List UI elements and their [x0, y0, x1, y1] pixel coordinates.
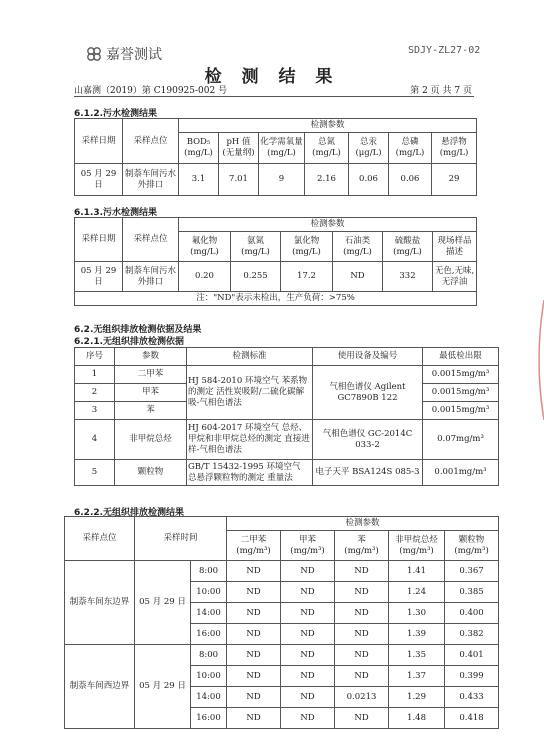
table-cell: 0.401	[445, 645, 499, 666]
table-cell: 0.385	[445, 582, 499, 603]
table-cell: ND	[281, 666, 335, 687]
param-col: 总磷 (mg/L)	[389, 133, 432, 164]
table-cell: 1.30	[389, 603, 445, 624]
section-heading-622: 6.2.2.无组织排放检测结果	[74, 508, 185, 518]
wastewater-table-1	[74, 118, 477, 196]
header-point: 采样点位	[123, 119, 179, 164]
table-cell: 1.39	[389, 624, 445, 645]
param-col: 悬浮物 (mg/L)	[432, 133, 477, 164]
header-date: 采样日期	[75, 218, 123, 262]
table-cell: ND	[281, 561, 335, 582]
header-params: 检测参数	[179, 218, 477, 232]
table-cell: 10:00	[191, 666, 227, 687]
report-meta	[74, 83, 472, 96]
table-cell: ND	[281, 645, 335, 666]
header-divider	[74, 96, 474, 97]
table-cell: ND	[335, 561, 389, 582]
table-cell: ND	[335, 645, 389, 666]
section-heading-62: 6.2.无组织排放检测依据及结果	[74, 325, 202, 335]
table-cell: 0.418	[445, 708, 499, 729]
table-cell: 0.399	[445, 666, 499, 687]
report-number: 山嘉测（2019）第 C190925-002 号	[74, 86, 228, 96]
param-col: 化学需氧量 (mg/L)	[259, 133, 305, 164]
company-logo-icon	[86, 46, 102, 62]
table-note: 注："ND"表示未检出，生产负荷：>75%	[75, 292, 477, 306]
table-cell: ND	[335, 582, 389, 603]
page-title: 检 测 结 果	[204, 67, 340, 87]
table-row: 制萘车间西边界 05 月 29 日 8:00 ND ND ND 1.35 0.401	[65, 645, 499, 666]
header-params: 检测参数	[179, 119, 477, 133]
table-cell: 1.29	[389, 687, 445, 708]
table-cell: 0.0213	[335, 687, 389, 708]
table-cell: ND	[227, 666, 281, 687]
table-row: 4 非甲烷总烃 HJ 604-2017 环境空气 总烃、甲烷和非甲烷总烃的测定 直接进样-气相色谱法 气相色谱仪 GC-2014C 033-2 0.07mg/m³	[75, 420, 499, 460]
seal-stamp-edge	[530, 300, 544, 420]
table-cell: ND	[227, 645, 281, 666]
param-col: BOD₅ (mg/L)	[179, 133, 219, 164]
table-cell: ND	[335, 624, 389, 645]
table-cell: 14:00	[191, 603, 227, 624]
table-cell: 0.382	[445, 624, 499, 645]
table-row: 制萘车间东边界 05 月 29 日 8:00 ND ND ND 1.41 0.367	[65, 561, 499, 582]
table-cell: ND	[335, 708, 389, 729]
table-row: 2 甲苯 0.0015mg/m³	[75, 384, 499, 402]
company-logo	[86, 44, 162, 64]
table-cell: ND	[335, 603, 389, 624]
table-cell: ND	[227, 582, 281, 603]
table-cell: ND	[281, 624, 335, 645]
table-cell: ND	[227, 687, 281, 708]
table-cell: 1.37	[389, 666, 445, 687]
table-cell: ND	[227, 624, 281, 645]
table-row: 1 二甲苯 HJ 584-2010 环境空气 苯系物的测定 活性炭吸附/二硫化碳解吸-气相色谱法 气相色谱仪 Agilent GC7890B 122 0.0015mg/m³	[75, 366, 499, 384]
table-cell: 16:00	[191, 708, 227, 729]
document-code: SDJY-ZL27-02	[408, 45, 481, 56]
section-heading-612: 6.1.2.污水检测结果	[74, 109, 158, 119]
table-cell: ND	[227, 603, 281, 624]
table-cell: 1.24	[389, 582, 445, 603]
table-cell: ND	[281, 708, 335, 729]
table-cell: ND	[335, 666, 389, 687]
table-cell: ND	[227, 561, 281, 582]
section-heading-621: 6.2.1.无组织排放检测依据	[74, 337, 185, 347]
table-cell: 8:00	[191, 645, 227, 666]
param-col: 总汞 (μg/L)	[349, 133, 389, 164]
table-cell: ND	[281, 687, 335, 708]
param-col: 总氮 (mg/L)	[305, 133, 349, 164]
table-cell: 16:00	[191, 624, 227, 645]
table-cell: 14:00	[191, 687, 227, 708]
wastewater-table-2: 采样日期 采样点位 检测参数 氟化物 (mg/L) 氨氮 (mg/L) 氯化物 (mg/L) 石油类 (mg/L) 硫酸盐 (mg/L) 现场样品描述 05 月 29 日 制萘车间污水外排口 0.20 0.255 17.2 ND 332 无色,无味,无浮油 注："ND"表示未检出，生产负荷：>75%	[74, 217, 477, 306]
table-row: 3 苯 0.0015mg/m³	[75, 402, 499, 420]
method-table: 序号 参数 检测标准 使用设备及编号 最低检出限 1 二甲苯 HJ 584-2010 环境空气 苯系物的测定 活性炭吸附/二硫化碳解吸-气相色谱法 气相色谱仪 Agilent GC7890B 122 0.0015mg/m³ 2 甲苯 0.0015mg/m³ 3 苯 0.0015mg/m³ 4 非甲烷总烃 HJ 604-2017 环境空气 总烃、甲烷和非甲烷总烃的测定 直接进样-气相色谱法 气相色谱仪 GC-2014C 033-2 0.07mg/m³ 5 颗粒物 GB/T 15432-1995 环境空气 总悬浮颗粒物的测定 重量法 电子天平 BSA124S 085-3 0.001mg/m³	[74, 347, 499, 486]
company-name: 嘉誉测试	[106, 47, 162, 63]
table-cell: ND	[281, 603, 335, 624]
table-row: 5 颗粒物 GB/T 15432-1995 环境空气 总悬浮颗粒物的测定 重量法 电子天平 BSA124S 085-3 0.001mg/m³	[75, 460, 499, 486]
header-point: 采样点位	[123, 218, 179, 262]
table-cell: 0.367	[445, 561, 499, 582]
table-cell: 10:00	[191, 582, 227, 603]
table-cell: 0.400	[445, 603, 499, 624]
table-cell: ND	[227, 708, 281, 729]
table-row: 05 月 29 日 制萘车间污水外排口 3.1 7.01 9 2.16 0.06 0.06 29	[75, 164, 477, 196]
table-cell: 0.433	[445, 687, 499, 708]
table-row: 05 月 29 日 制萘车间污水外排口 0.20 0.255 17.2 ND 332 无色,无味,无浮油	[75, 262, 477, 292]
param-col: pH 值 (无量纲)	[219, 133, 259, 164]
section-heading-613: 6.1.3.污水检测结果	[74, 208, 158, 218]
page-info: 第 2 页 共 7 页	[410, 86, 472, 96]
table-cell: 1.41	[389, 561, 445, 582]
table-cell: 1.35	[389, 645, 445, 666]
table-cell: ND	[281, 582, 335, 603]
table-cell: 1.48	[389, 708, 445, 729]
fugitive-results-table: 采样点位 采样时间 检测参数 二甲苯 (mg/m³) 甲苯 (mg/m³) 苯 (mg/m³) 非甲烷总烃 (mg/m³) 颗粒物 (mg/m³) 制萘车间东边界 05 月 29 日 8:00 ND ND ND 1.41 0.367 10:00 ND ND ND 1.24 0.385 14:00 ND ND ND 1.30 0.400 16:00 ND ND ND 1.39 0.382 制萘车间西边界 05 月 29 日 8:00 ND ND ND 1.35 0.401 10:00 ND ND ND 1.37 0.399 14:00 ND ND 0.0213 1.29 0.433 16:00 ND ND ND 1.48 0.418	[64, 516, 499, 729]
header-date: 采样日期	[75, 119, 123, 164]
